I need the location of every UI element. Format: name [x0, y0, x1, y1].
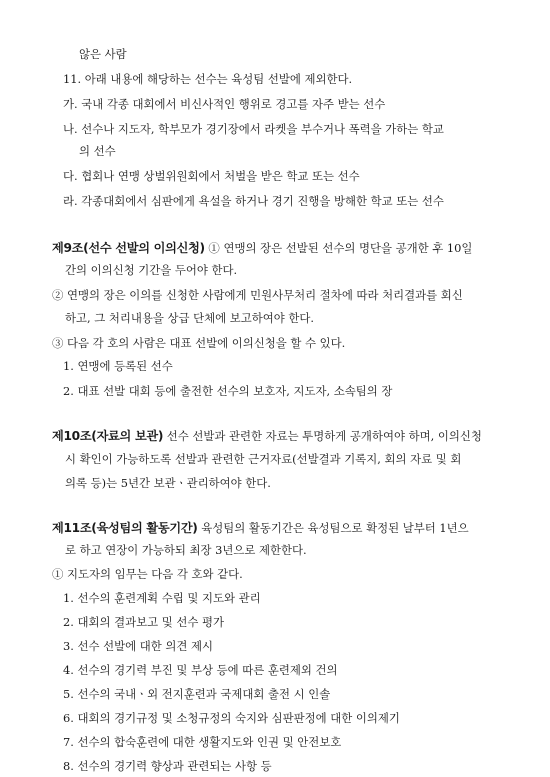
item-ra: 라. 각종대회에서 심판에게 욕설을 하거나 경기 진행을 방해한 학교 또는 선수	[63, 194, 444, 208]
text-line: 로 하고 연장이 가능하되 최장 3년으로 제한한다.	[65, 543, 307, 557]
list-item: 5. 선수의 국내ㆍ외 전지훈련과 국제대회 출전 시 인솔	[63, 687, 331, 701]
article-9-text: ① 연맹의 장은 선발된 선수의 명단을 공개한 후 10일	[204, 241, 473, 255]
text-line: 의록 등)는 5년간 보관ㆍ관리하여야 한다.	[65, 476, 271, 490]
article-10-title: 제10조(자료의 보관)	[52, 429, 164, 443]
list-item: 3. 선수 선발에 대한 의견 제시	[63, 639, 214, 653]
list-item: 7. 선수의 합숙훈련에 대한 생활지도와 인권 및 안전보호	[63, 735, 342, 749]
text-line: 시 확인이 가능하도록 선발과 관련한 근거자료(선발결과 기록지, 회의 자료 및 회	[65, 452, 462, 466]
list-item: 2. 대회의 결과보고 및 선수 평가	[63, 615, 225, 629]
clause-11: 11. 아래 내용에 해당하는 선수는 육성팀 선발에 제외한다.	[63, 72, 353, 86]
text-line: 하고, 그 처리내용을 상급 단체에 보고하여야 한다.	[65, 311, 315, 325]
item-ga: 가. 국내 각종 대회에서 비신사적인 행위로 경고를 자주 받는 선수	[63, 97, 386, 111]
article-11-title: 제11조(육성팀의 활동기간)	[52, 521, 198, 535]
list-item: 4. 선수의 경기력 부진 및 부상 등에 따른 훈련제외 건의	[63, 663, 338, 677]
list-item: 1. 선수의 훈련계획 수립 및 지도와 관리	[63, 591, 261, 605]
article-11-text: 육성팀의 활동기간은 육성팀으로 확정된 날부터 1년으	[197, 521, 469, 535]
article-11-heading-line	[52, 520, 530, 536]
item-na-continued: 의 선수	[79, 144, 116, 158]
item-da: 다. 협회나 연맹 상벌위원회에서 처벌을 받은 학교 또는 선수	[63, 169, 360, 183]
list-item: 1. 연맹에 등록된 선수	[63, 359, 173, 373]
article-10-text: 선수 선발과 관련한 자료는 투명하게 공개하여야 하며, 이의신청	[163, 429, 482, 443]
list-item: 2. 대표 선발 대회 등에 출전한 선수의 보호자, 지도자, 소속팀의 장	[63, 384, 393, 398]
paragraph-2: ② 연맹의 장은 이의를 신청한 사람에게 민원사무처리 절차에 따라 처리결과를 회신	[52, 288, 463, 302]
text-line: 간의 이의신청 기간을 두어야 한다.	[65, 263, 238, 277]
article-10-heading-line	[52, 428, 530, 444]
list-item: 6. 대회의 경기규정 및 소청규정의 숙지와 심판판정에 대한 이의제기	[63, 711, 400, 725]
item-na: 나. 선수나 지도자, 학부모가 경기장에서 라켓을 부수거나 폭력을 가하는 학교	[63, 122, 444, 136]
text-line: 않은 사람	[79, 47, 127, 61]
article-9-heading-line	[52, 240, 530, 256]
list-item: 8. 선수의 경기력 향상과 관련되는 사항 등	[63, 759, 272, 773]
article-9-title: 제9조(선수 선발의 이의신청)	[52, 241, 205, 255]
paragraph-1: ① 지도자의 임무는 다음 각 호와 같다.	[52, 567, 243, 581]
paragraph-3: ③ 다음 각 호의 사람은 대표 선발에 이의신청을 할 수 있다.	[52, 336, 346, 350]
